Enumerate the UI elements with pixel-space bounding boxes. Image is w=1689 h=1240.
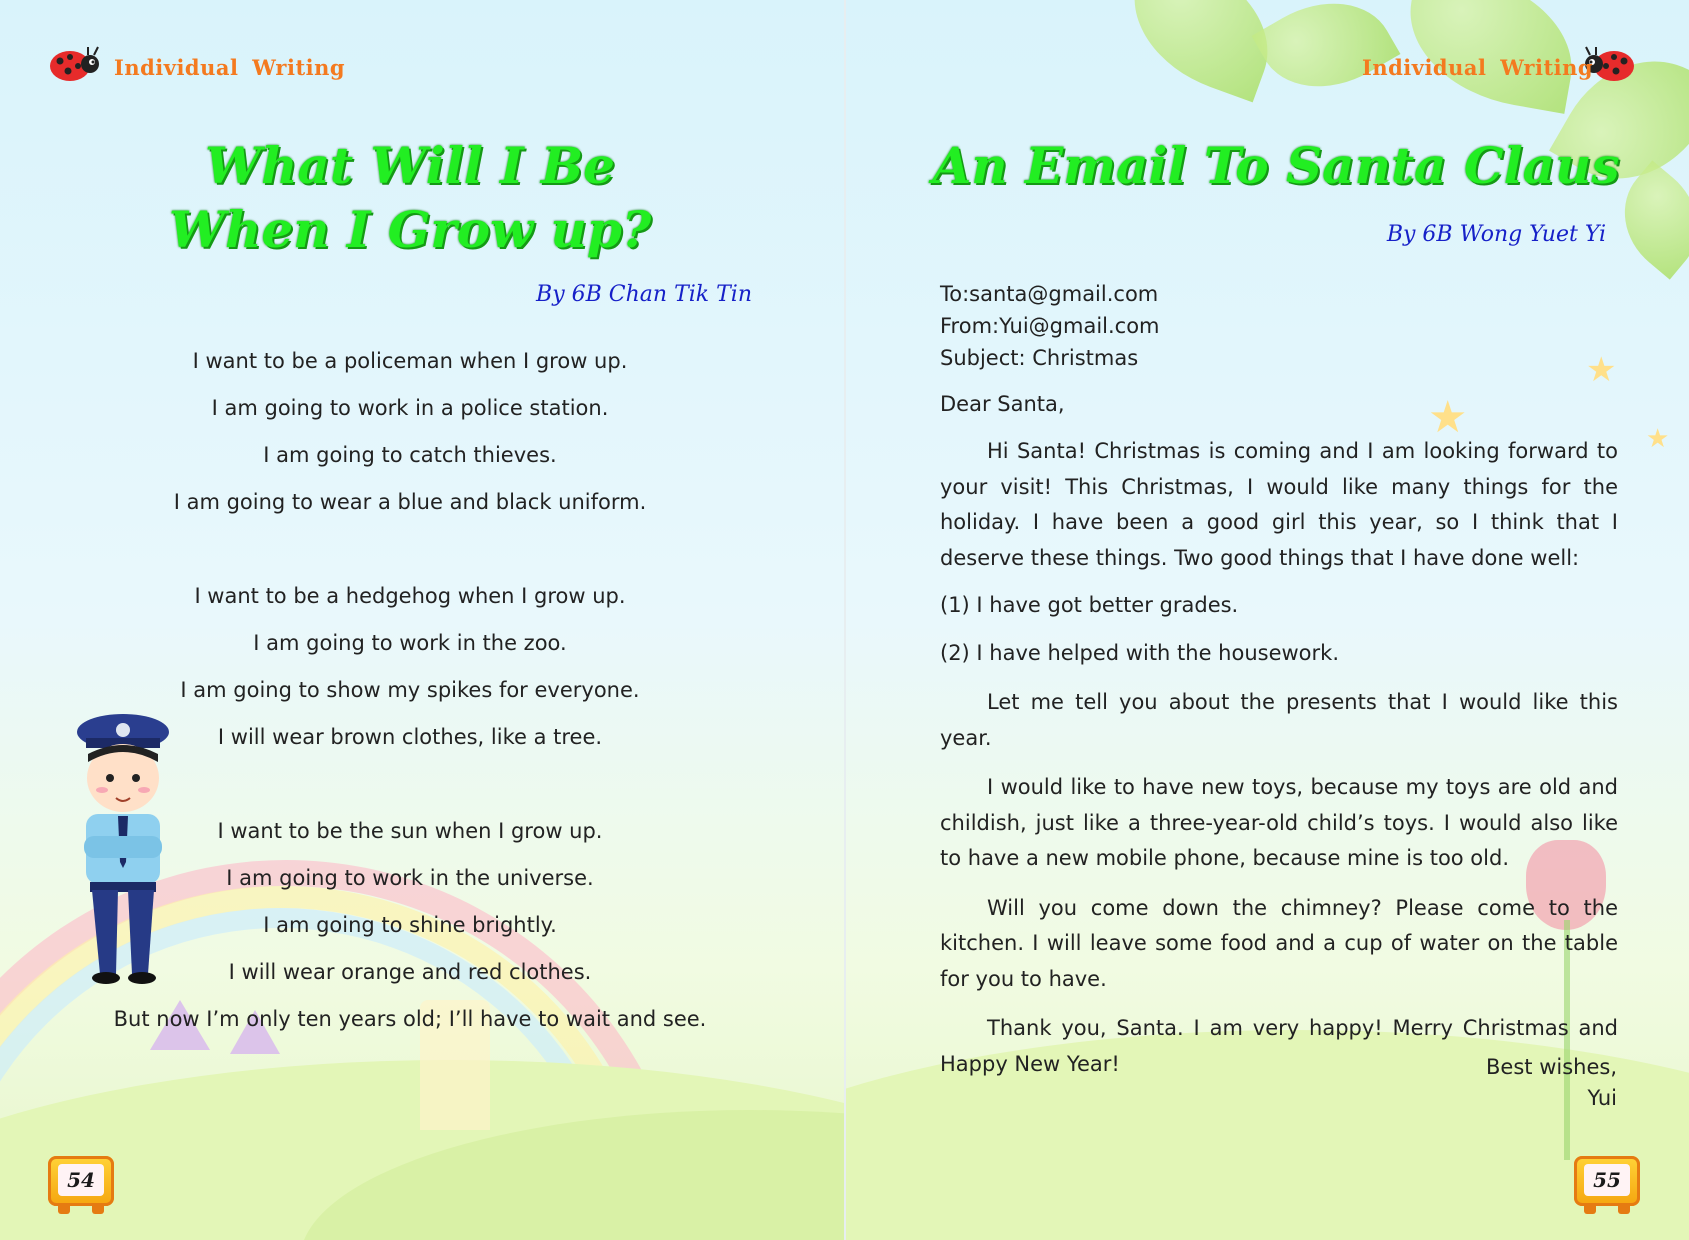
email-from: From:Yui@gmail.com <box>940 314 1160 338</box>
ladybug-icon <box>46 44 102 84</box>
stanza-gap <box>80 761 740 808</box>
email-subject: Subject: Christmas <box>940 346 1139 370</box>
paragraph: Hi Santa! Christmas is coming and I am looking forward to your visit! This Christmas, I would like many things for the holiday. I have been a good girl this year, so I think that I deserve these things. Two good things that I have done well: <box>940 439 1618 570</box>
poem-line: I am going to shine brightly. <box>263 913 557 937</box>
page-title <box>80 134 740 262</box>
signature: Yui <box>1587 1086 1617 1110</box>
email-body <box>940 278 1618 1082</box>
section-label: Individual Writing <box>1362 55 1594 80</box>
email-header <box>940 278 1618 374</box>
list-item: (2) I have helped with the housework. <box>940 640 1339 665</box>
badge-leg <box>92 1205 104 1214</box>
byline: By 6B Chan Tik Tin <box>536 282 752 307</box>
poem-line: I will wear orange and red clothes. <box>228 960 592 984</box>
poem-line: I want to be the sun when I grow up. <box>217 819 603 843</box>
page-number-badge <box>1574 1156 1640 1206</box>
title-line-2: When I Grow up? <box>168 200 652 259</box>
greeting: Dear Santa, <box>940 392 1065 416</box>
page-number: 54 <box>58 1164 104 1196</box>
byline: By 6B Wong Yuet Yi <box>1386 222 1606 247</box>
email-to: To:santa@gmail.com <box>940 282 1159 306</box>
left-page <box>0 0 844 1240</box>
badge-leg <box>58 1205 70 1214</box>
closing: Best wishes, <box>1486 1055 1617 1079</box>
badge-leg <box>1584 1205 1596 1214</box>
signoff <box>1486 1052 1617 1114</box>
poem-line: But now I’m only ten years old; I’ll have to wait and see. <box>113 1007 707 1031</box>
poem-line: I want to be a hedgehog when I grow up. <box>194 584 626 608</box>
paragraph: I would like to have new toys, because my toys are old and childish, just like a three-year-old child’s toys. I would also like to have a new mobile phone, because mine is too old. <box>940 775 1618 870</box>
poem-line: I am going to work in the universe. <box>226 866 594 890</box>
page-number-badge <box>48 1156 114 1206</box>
policeman-illustration <box>68 712 178 984</box>
poem-line: I am going to catch thieves. <box>263 443 557 467</box>
star-decoration: ★ <box>1646 424 1670 454</box>
title-line-1: What Will I Be <box>205 136 615 195</box>
page-title: An Email To Santa Claus <box>932 136 1620 195</box>
stanza-gap <box>80 526 740 573</box>
list-item: (1) I have got better grades. <box>940 593 1239 617</box>
section-label: Individual Writing <box>114 55 346 80</box>
poem-line: I am going to wear a blue and black uniform. <box>173 490 647 514</box>
paragraph: Will you come down the chimney? Please come to the kitchen. I will leave some food and a cup of water on the table for you to have. <box>940 895 1618 991</box>
poem-line: I want to be a policeman when I grow up. <box>192 349 628 373</box>
poem-line: I am going to work in the zoo. <box>253 631 567 655</box>
paragraph: Thank you, Santa. I am very happy! Merry Christmas and Happy New Year! <box>940 1016 1618 1076</box>
badge-leg <box>1618 1205 1630 1214</box>
poem <box>80 338 740 1043</box>
poem-line: I will wear brown clothes, like a tree. <box>217 725 603 749</box>
star-decoration: ★ <box>1428 392 1468 443</box>
poem-line: I am going to work in a police station. <box>211 396 609 420</box>
paragraph: Let me tell you about the presents that I would like this year. <box>940 690 1618 750</box>
star-decoration: ★ <box>1586 350 1617 390</box>
poem-line: I am going to show my spikes for everyone. <box>180 678 640 702</box>
page-number: 55 <box>1584 1164 1630 1196</box>
